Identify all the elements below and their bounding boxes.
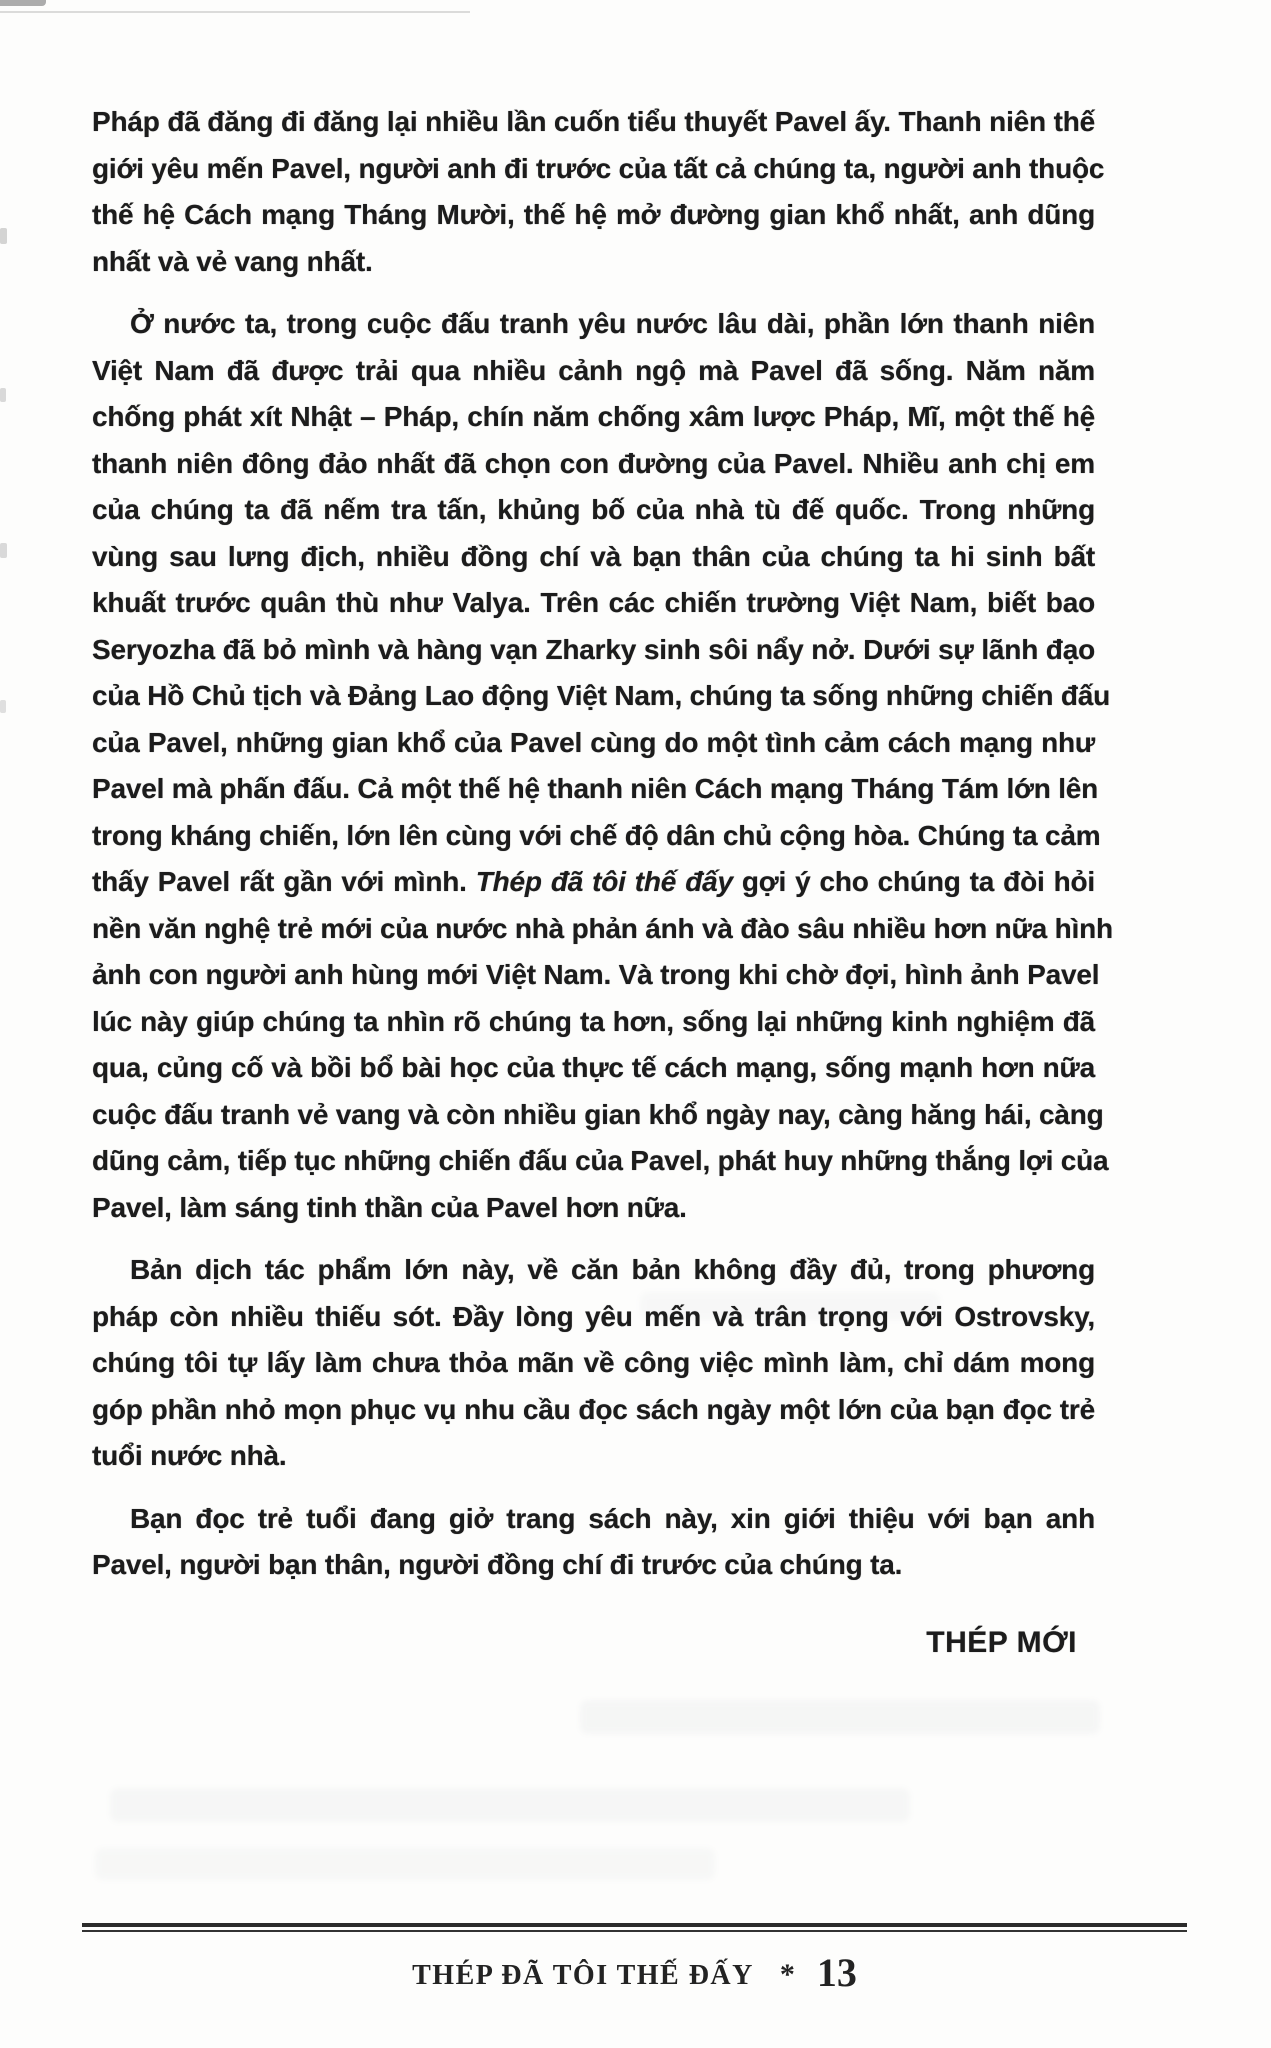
bleed-through-artifact — [95, 1848, 715, 1880]
scan-artifact-speck — [0, 700, 6, 713]
text-line: Seryozha đã bỏ mình và hàng vạn Zharky sinh sôi nẩy nở. Dưới sự lãnh đạo — [92, 633, 1095, 665]
text-line: pháp còn nhiều thiếu sót. Đầy lòng yêu mến và trân trọng với Ostrovsky, — [92, 1300, 1095, 1332]
text-line: Việt Nam đã được trải qua nhiều cảnh ngộ mà Pavel đã sống. Năm năm — [92, 354, 1095, 386]
text-line: Pavel mà phấn đấu. Cả một thế hệ thanh niên Cách mạng Tháng Tám lớn lên — [92, 773, 1099, 804]
text-line: nhất và vẻ vang nhất. — [92, 245, 373, 277]
text-line: cuộc đấu tranh vẻ vang và còn nhiều gian khổ ngày nay, càng hăng hái, càng — [92, 1098, 1104, 1130]
text-line: góp phần nhỏ mọn phục vụ nhu cầu đọc sách ngày một lớn của bạn đọc trẻ — [92, 1393, 1095, 1425]
text-line: giới yêu mến Pavel, người anh đi trước của tất cả chúng ta, người anh thuộc — [92, 152, 1105, 184]
running-footer — [82, 1923, 1187, 1996]
document-body — [92, 99, 1113, 1589]
scan-artifact-speck — [0, 388, 6, 402]
text-line: dũng cảm, tiếp tục những chiến đấu của Pavel, phát huy những thắng lợi của — [92, 1145, 1109, 1176]
bleed-through-artifact — [110, 1788, 910, 1822]
paragraph — [92, 301, 1113, 1231]
text-line: vùng sau lưng địch, nhiều đồng chí và bạn thân của chúng ta hi sinh bất — [92, 540, 1095, 572]
footer-rule — [82, 1923, 1187, 1932]
scan-artifact-speck — [0, 228, 7, 244]
paragraph — [92, 1247, 1095, 1480]
text-line: chống phát xít Nhật – Pháp, chín năm chống xâm lược Pháp, Mĩ, một thế hệ — [92, 401, 1095, 432]
text-line: thế hệ Cách mạng Tháng Mười, thế hệ mở đường gian khổ nhất, anh dũng — [92, 199, 1095, 230]
page-content — [92, 99, 1113, 1666]
asterisk-separator-icon: * — [779, 1958, 795, 1991]
text-line: trong kháng chiến, lớn lên cùng với chế độ dân chủ cộng hòa. Chúng ta cảm — [92, 819, 1101, 851]
text-line: Pháp đã đăng đi đăng lại nhiều lần cuốn tiểu thuyết Pavel ấy. Thanh niên thế — [92, 106, 1095, 137]
scan-artifact-top-mark — [0, 0, 46, 6]
scan-artifact-top-line — [0, 11, 470, 13]
book-title-reference: Thép đã tôi thế đấy — [475, 866, 733, 897]
text-line — [92, 859, 1095, 906]
scan-artifact-speck — [0, 543, 7, 558]
translator-signature: THÉP MỚI — [926, 1625, 1077, 1659]
text-line: Bản dịch tác phẩm lớn này, về căn bản không đầy đủ, trong phương — [130, 1254, 1095, 1285]
footer-text-line — [82, 1949, 1187, 1996]
text-line: Bạn đọc trẻ tuổi đang giở trang sách này, xin giới thiệu với bạn anh — [130, 1502, 1095, 1534]
text-line: Pavel, người bạn thân, người đồng chí đi trước của chúng ta. — [92, 1549, 903, 1580]
footer-book-title: THÉP ĐÃ TÔI THẾ ĐẤY — [412, 1960, 754, 1991]
text-line: của Hồ Chủ tịch và Đảng Lao động Việt Nam, chúng ta sống những chiến đấu — [92, 680, 1111, 711]
text-line: Pavel, làm sáng tinh thần của Pavel hơn nữa. — [92, 1191, 687, 1223]
text-line: ảnh con người anh hùng mới Việt Nam. Và trong khi chờ đợi, hình ảnh Pavel — [92, 959, 1100, 990]
text-line: qua, củng cố và bồi bổ bài học của thực tế cách mạng, sống mạnh hơn nữa — [92, 1052, 1095, 1083]
paragraph — [92, 99, 1105, 285]
paragraph — [92, 1496, 1095, 1589]
bleed-through-artifact — [580, 1700, 1100, 1734]
text-line: của chúng ta đã nếm tra tấn, khủng bố của nhà tù đế quốc. Trong những — [92, 494, 1095, 525]
text-line: lúc này giúp chúng ta nhìn rõ chúng ta hơn, sống lại những kinh nghiệm đã — [92, 1005, 1095, 1037]
text-line: tuổi nước nhà. — [92, 1440, 287, 1471]
text-segment: gợi ý cho chúng ta đòi hỏi — [732, 866, 1095, 897]
text-line: nền văn nghệ trẻ mới của nước nhà phản ánh và đào sâu nhiều hơn nữa hình — [92, 912, 1113, 944]
text-line: khuất trước quân thù như Valya. Trên các chiến trường Việt Nam, biết bao — [92, 587, 1095, 618]
text-line: chúng tôi tự lấy làm chưa thỏa mãn về công việc mình làm, chỉ dám mong — [92, 1347, 1095, 1378]
footer-page-number: 13 — [816, 1950, 857, 1995]
text-line: thanh niên đông đảo nhất đã chọn con đường của Pavel. Nhiều anh chị em — [92, 447, 1095, 479]
text-line: của Pavel, những gian khổ của Pavel cùng do một tình cảm cách mạng như — [92, 726, 1095, 758]
text-segment: thấy Pavel rất gần với mình. — [92, 866, 476, 897]
text-line: Ở nước ta, trong cuộc đấu tranh yêu nước lâu dài, phần lớn thanh niên — [130, 308, 1095, 339]
